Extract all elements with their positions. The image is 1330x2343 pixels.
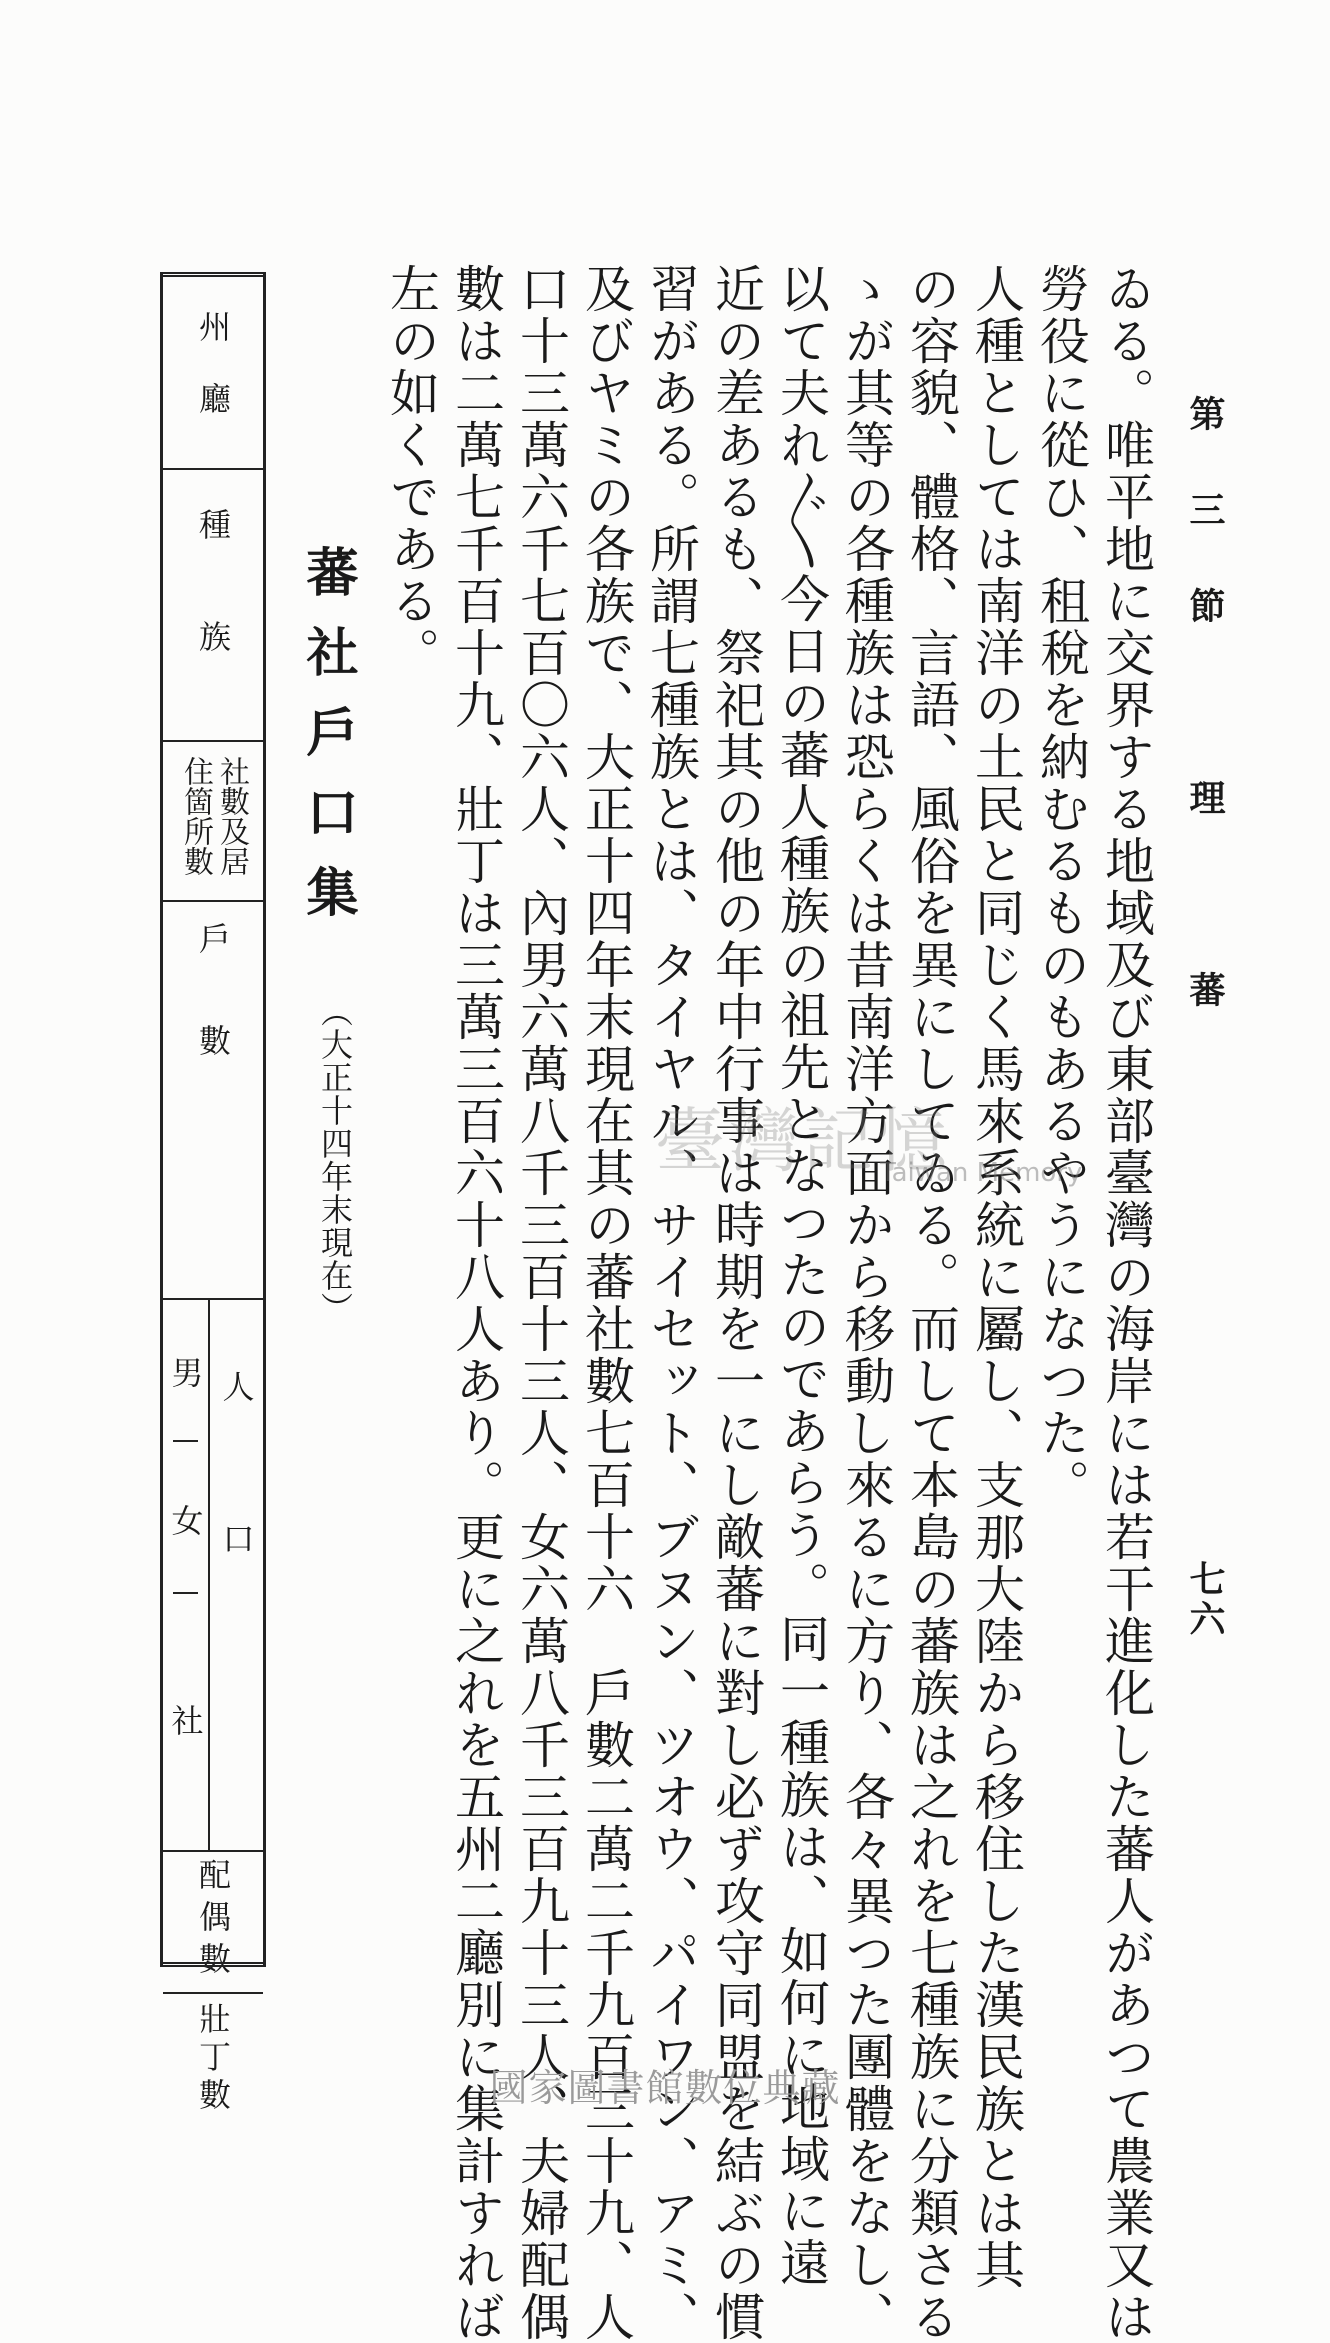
text-column: 及びヤミの各族で、大正十四年末現在其の蕃社數七百十六 戶數二萬二千九百三十九、人 <box>577 263 635 2343</box>
header-spouses: 配偶數 <box>163 1850 263 1994</box>
text-column: 數は二萬七千百十九、壯丁は三萬三百六十八人あり。更に之れを五州二廳別に集計すれば <box>447 263 505 2343</box>
text-column: 近の差あるも、祭祀其の他の年中行事は時期を一にし敵蕃に對し必ず攻守同盟を結ぶの慣 <box>707 263 765 2343</box>
footer-credit: 國家圖書館數位典藏 <box>489 2066 841 2110</box>
text-column: 以て夫れ〴〵今日の蕃人種族の祖先となつたのであらう。同一種族は、如何に地域に遠 <box>772 263 830 2289</box>
population-table: 州廳 種族 社數及居住箇所數 戶數 人口 男 女 社 配偶數 壯丁數 <box>160 272 266 1967</box>
table-title: 蕃社戶口集 <box>297 545 358 945</box>
text-column: ゐる。唯平地に交界する地域及び東部臺灣の海岸には若干進化した蕃人があつて農業又は <box>1097 263 1155 2343</box>
section-header: 第三節 理 蕃 <box>1184 395 1226 1067</box>
header-state-office: 州廳 <box>163 280 263 470</box>
header-households: 戶數 <box>163 900 263 1300</box>
watermark-logo: 臺灣記憶 <box>655 1100 951 1182</box>
header-tribe: 種族 <box>163 470 263 742</box>
text-column: 口十三萬六千七百〇六人、內男六萬八千三百十三人、女六萬八千三百九十三人、夫婦配偶 <box>512 263 570 2343</box>
header-total: 社 <box>166 1704 205 1736</box>
text-column: の容貌、體格、言語、風俗を異にしてゐる。而して本島の蕃族は之れを七種族に分類さる <box>902 263 960 2343</box>
header-female: 女 <box>166 1504 205 1536</box>
page-number: 七六 <box>1184 1560 1226 1640</box>
header-villages: 社數及居住箇所數 <box>163 742 263 902</box>
header-population-group: 人口 <box>208 1300 263 1850</box>
header-population <box>163 1300 263 1852</box>
table-note: （大正十四年末現在） <box>316 995 354 1325</box>
text-column: ゝが其等の各種族は恐らくは昔南洋方面から移動し來るに方り、各々異つた團體をなし、 <box>837 263 895 2343</box>
divider <box>173 1592 198 1594</box>
divider <box>173 1440 198 1442</box>
text-column: 人種としては南洋の土民と同じく馬來系統に屬し、支那大陸から移住した漢民族とは其 <box>967 263 1025 2291</box>
text-column: 左の如くである。 <box>382 263 440 679</box>
text-column: 習がある。所謂七種族とは、タイヤル、サイセット、ブヌン、ツオウ、パイワン、アミ、 <box>642 263 700 2343</box>
text-column: 勞役に從ひ、租稅を納むるものもあるやうになつた。 <box>1032 263 1090 1511</box>
watermark-subtext: Taiwan Memory <box>880 1158 1083 1188</box>
header-male: 男 <box>166 1356 205 1388</box>
